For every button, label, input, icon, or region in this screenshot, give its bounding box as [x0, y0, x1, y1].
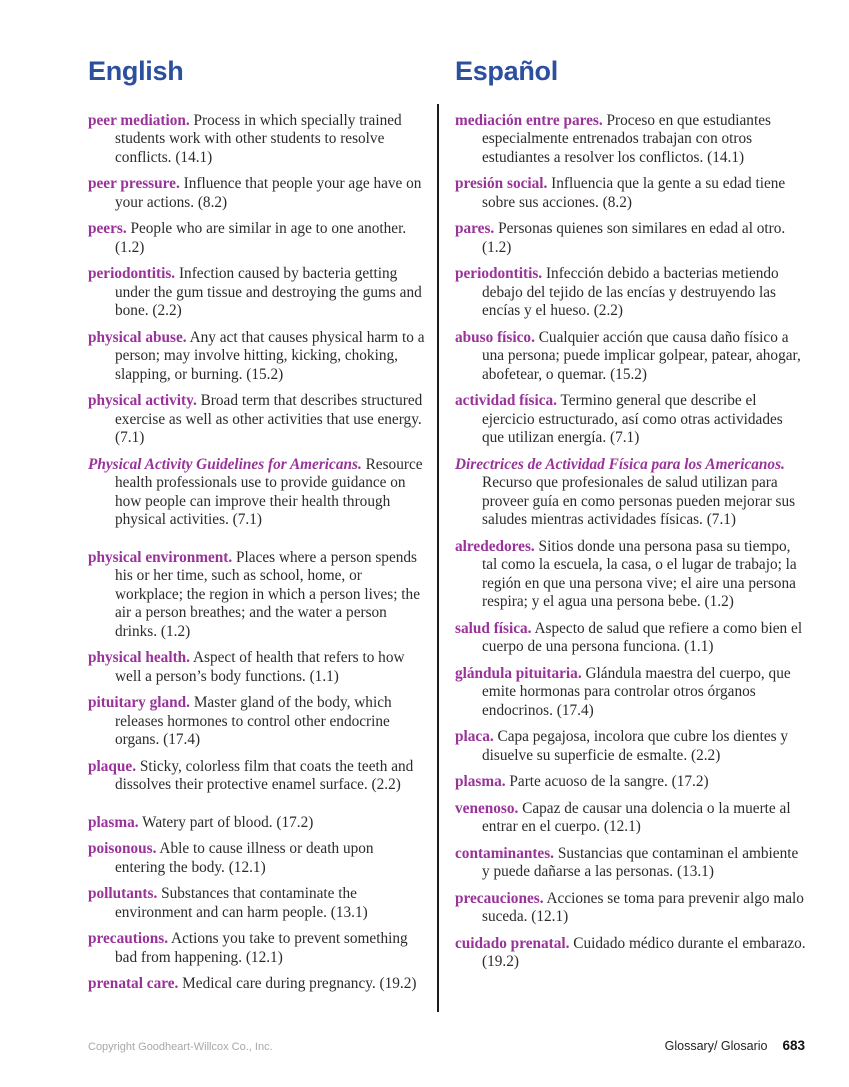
- entry-definition: Infección debido a bacterias metiendo debajo del tejido de las encías y destruyendo las encías y el hueso. (2.2): [482, 265, 779, 320]
- entry-term: presión social.: [455, 175, 548, 193]
- glossary-entry: [88, 392, 426, 448]
- section-label: Glossary/ Glosario: [664, 1039, 768, 1053]
- glossary-entry: [88, 329, 426, 385]
- entry-term: actividad física.: [455, 392, 557, 410]
- entry-definition: Aspecto de salud que refiere a como bien el cuerpo de una persona funciona. (1.1): [482, 619, 803, 656]
- entry-definition: Able to cause illness or death upon entering the body. (12.1): [115, 840, 374, 876]
- entry-definition: Sticky, colorless film that coats the teeth and dissolves their protective enamel surface. (2.2): [115, 757, 414, 794]
- glossary-entry: [455, 220, 807, 257]
- glossary-entry: [88, 930, 426, 967]
- entry-term: venenoso.: [455, 799, 519, 817]
- entry-term: periodontitis.: [455, 265, 543, 283]
- entry-term: salud física.: [455, 619, 532, 637]
- entry-term: physical abuse.: [88, 328, 187, 346]
- entry-term: physical environment.: [88, 548, 233, 566]
- glossary-entry: [88, 220, 426, 257]
- espanol-entries-list: [455, 112, 807, 972]
- entry-definition: Resource health professionals use to provide guidance on how people can improve their health through physical activities. (7.1): [115, 455, 423, 529]
- entry-definition: Sitios donde una persona pasa su tiempo, tal como la escuela, la casa, o el lugar de trabajo; la región en que una persona vive; el aire una persona respira; y el agua una persona bebe. (1.2): [482, 537, 797, 611]
- glossary-entry: [455, 800, 807, 837]
- glossary-entry: [455, 538, 807, 612]
- entry-definition: Process in which specially trained students work with other students to resolve conflicts. (14.1): [115, 111, 402, 166]
- glossary-entry: [455, 175, 807, 212]
- column-title-english: English: [88, 56, 184, 86]
- entry-definition: Cuidado médico durante el embarazo. (19.2): [482, 934, 806, 971]
- entry-definition: Substances that contaminate the environment and can harm people. (13.1): [115, 885, 368, 921]
- entry-definition: Glándula maestra del cuerpo, que emite hormonas para controlar otros órganos endocrinos. (17.4): [482, 664, 791, 719]
- glossary-entry: [455, 112, 807, 168]
- entry-definition: Places where a person spends his or her time, such as school, home, or workplace; the region in which a person lives; the air a person breathes; and the water a person drinks. (1.2): [115, 548, 420, 640]
- glossary-entry: [455, 935, 807, 972]
- entry-term: poisonous.: [88, 840, 157, 858]
- entry-definition: Medical care during pregnancy. (19.2): [178, 975, 417, 993]
- glossary-entry: [455, 392, 807, 448]
- glossary-entry: [455, 329, 807, 385]
- glossary-entry: [88, 549, 426, 642]
- entry-definition: Acciones se toma para prevenir algo malo suceda. (12.1): [482, 889, 804, 926]
- entry-definition: Master gland of the body, which releases hormones to control other endocrine organs. (17.4): [115, 694, 392, 749]
- entry-term: peers.: [88, 220, 127, 238]
- glossary-entry: [88, 265, 426, 321]
- entry-term: pollutants.: [88, 885, 158, 903]
- entry-definition: Proceso en que estudiantes especialmente entrenados trabajan con otros estudiantes a resolver los conflictos. (14.1): [482, 111, 771, 166]
- glossary-entry: [455, 728, 807, 765]
- glossary-entry: [455, 620, 807, 657]
- entry-term: Directrices de Actividad Física para los Americanos.: [455, 455, 785, 473]
- entry-term: pares.: [455, 220, 495, 238]
- glossary-entry: [88, 814, 426, 833]
- entry-term: prenatal care.: [88, 975, 179, 993]
- entry-term: plaque.: [88, 757, 137, 775]
- entry-definition: Broad term that describes structured exercise as well as other activities that use energy. (7.1): [115, 392, 423, 447]
- entry-definition: Parte acuoso de la sangre. (17.2): [505, 773, 709, 791]
- entry-term: precauciones.: [455, 889, 544, 907]
- glossary-entry: [88, 112, 426, 168]
- glossary-entry: [455, 845, 807, 882]
- entry-definition: Influencia que la gente a su edad tiene sobre sus acciones. (8.2): [482, 175, 786, 211]
- glossary-entry: [88, 694, 426, 750]
- entry-term: periodontitis.: [88, 265, 176, 283]
- glossary-entry: [88, 175, 426, 212]
- entry-term: Physical Activity Guidelines for Americans.: [88, 455, 362, 473]
- glossary-entry: [455, 773, 807, 792]
- entry-term: mediación entre pares.: [455, 111, 603, 129]
- entry-definition: Cualquier acción que causa daño físico a una persona; puede implicar golpear, patear, ahogar, abofetear, o quemar. (15.2): [482, 328, 801, 383]
- entry-term: physical health.: [88, 649, 190, 667]
- glossary-entry: [88, 975, 426, 994]
- entry-definition: Personas quienes son similares en edad al otro. (1.2): [482, 220, 786, 256]
- entry-definition: Sustancias que contaminan el ambiente y puede dañarse a las personas. (13.1): [482, 844, 799, 881]
- entry-term: glándula pituitaria.: [455, 664, 582, 682]
- entry-definition: Termino general que describe el ejercicio estructurado, así como otras actividades que utilizan energía. (7.1): [482, 392, 783, 447]
- glossary-entry: [88, 758, 426, 795]
- entry-definition: Watery part of blood. (17.2): [138, 813, 314, 831]
- entry-definition: Any act that causes physical harm to a person; may involve hitting, kicking, choking, slapping, or burning. (15.2): [115, 328, 425, 383]
- entry-term: alrededores.: [455, 537, 535, 555]
- glossary-entry: [455, 890, 807, 927]
- copyright-text: Copyright Goodheart-Willcox Co., Inc.: [88, 1041, 273, 1053]
- page-footer: [88, 1038, 805, 1053]
- entry-definition: Aspect of health that refers to how well a person’s body functions. (1.1): [115, 649, 405, 685]
- espanol-column: [455, 57, 807, 980]
- entry-definition: People who are similar in age to one another. (1.2): [115, 220, 407, 256]
- column-divider: [437, 104, 439, 1012]
- glossary-entry: [455, 456, 807, 530]
- entry-term: peer mediation.: [88, 111, 190, 129]
- english-column: [88, 57, 426, 1002]
- entry-definition: Influence that people your age have on your actions. (8.2): [115, 175, 422, 211]
- entry-definition: Infection caused by bacteria getting under the gum tissue and destroying the gums and bone. (2.2): [115, 265, 422, 320]
- entry-term: peer pressure.: [88, 175, 180, 193]
- entry-term: plasma.: [88, 813, 139, 831]
- entry-definition: Capa pegajosa, incolora que cubre los dientes y disuelve su superficie de esmalte. (2.2): [482, 728, 789, 764]
- glossary-entry: [455, 665, 807, 721]
- entry-term: precautions.: [88, 930, 169, 948]
- entry-term: plasma.: [455, 773, 506, 791]
- glossary-entry: [88, 840, 426, 877]
- glossary-entry: [455, 265, 807, 321]
- entry-definition: Actions you take to prevent something bad from happening. (12.1): [115, 930, 408, 966]
- entry-definition: Recurso que profesionales de salud utilizan para proveer guía en como personas pueden mejorar sus saludes mientras actividades físicas. (7.1): [482, 474, 796, 529]
- glossary-entry: [88, 649, 426, 686]
- entry-term: placa.: [455, 728, 494, 746]
- entry-term: contaminantes.: [455, 844, 555, 862]
- english-entries-list: [88, 112, 426, 994]
- entry-term: cuidado prenatal.: [455, 934, 570, 952]
- entry-term: abuso físico.: [455, 328, 535, 346]
- page-number: 683: [782, 1038, 805, 1053]
- column-title-espanol: Español: [455, 56, 558, 86]
- footer-right-group: [665, 1038, 805, 1053]
- glossary-entry: [88, 456, 426, 530]
- entry-term: pituitary gland.: [88, 694, 190, 712]
- glossary-entry: [88, 885, 426, 922]
- entry-term: physical activity.: [88, 392, 197, 410]
- entry-definition: Capaz de causar una dolencia o la muerte al entrar en el cuerpo. (12.1): [482, 799, 791, 836]
